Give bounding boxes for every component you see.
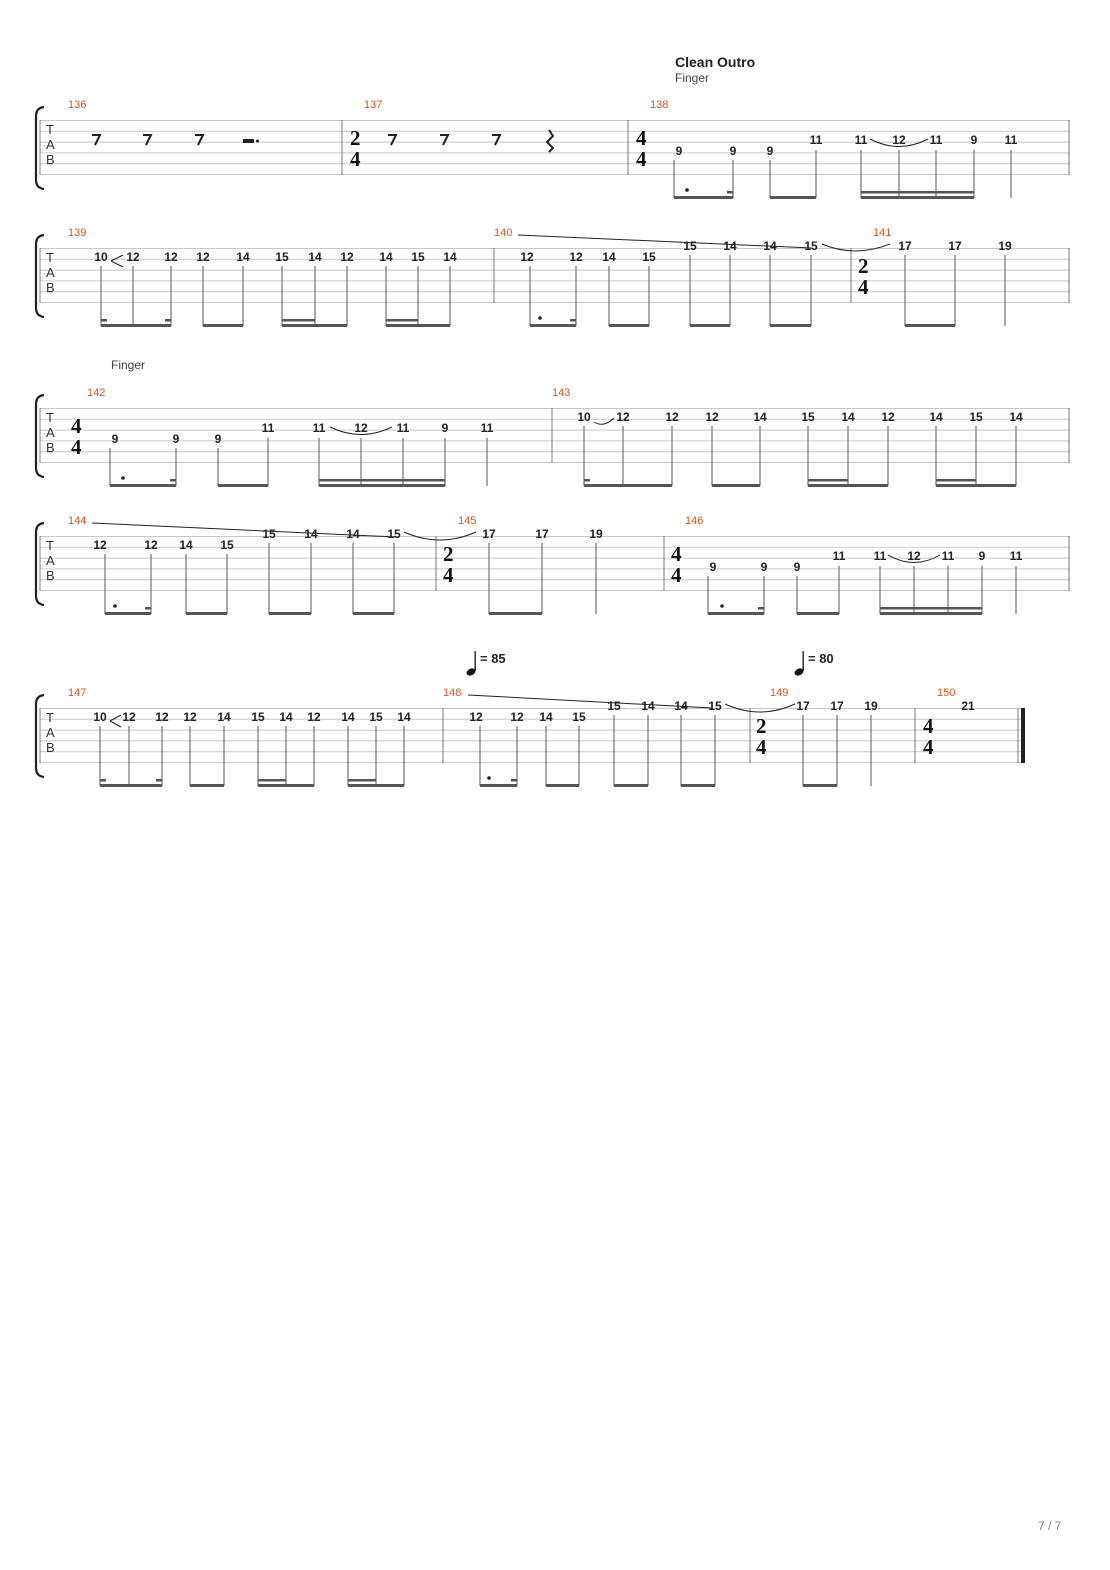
- fret-number: 14: [723, 239, 737, 253]
- fret-number: 14: [674, 699, 688, 713]
- time-sig-top: 4: [671, 542, 682, 566]
- tab-letter-t: T: [46, 710, 54, 725]
- fret-number: 15: [220, 538, 234, 552]
- fret-number: 15: [275, 250, 289, 264]
- time-sig-top: 2: [443, 542, 454, 566]
- fret-number: 9: [793, 560, 801, 574]
- quarter-note-icon: [466, 650, 480, 678]
- measure-number: 139: [68, 227, 87, 239]
- fret-number: 9: [111, 432, 119, 446]
- staff-lines: [40, 121, 1070, 175]
- section-title: Clean Outro: [675, 54, 756, 70]
- tab-letter-a: A: [46, 725, 55, 740]
- fret-number: 11: [480, 421, 494, 435]
- time-sig-bottom: 4: [443, 563, 454, 587]
- fret-number: 17: [948, 239, 962, 253]
- fret-number: 14: [763, 239, 777, 253]
- time-sig-top: 2: [756, 714, 767, 738]
- tab-letter-t: T: [46, 538, 54, 553]
- tab-letter-b: B: [46, 568, 55, 583]
- fret-number: 14: [602, 250, 616, 264]
- slide-mark: [110, 715, 121, 727]
- fret-number: 14: [379, 250, 393, 264]
- fret-number: 12: [354, 421, 368, 435]
- fret-number: 12: [510, 710, 524, 724]
- fret-number: 11: [854, 133, 868, 147]
- fret-number: 15: [607, 699, 621, 713]
- fret-number: 14: [179, 538, 193, 552]
- fret-number: 12: [520, 250, 534, 264]
- fret-number: 11: [1009, 549, 1023, 563]
- tab-system-2: [0, 218, 1110, 338]
- fret-number: 14: [641, 699, 655, 713]
- fret-number: 15: [708, 699, 722, 713]
- fret-number: 9: [441, 421, 449, 435]
- measure-number: 144: [68, 515, 87, 527]
- measure-number: 141: [873, 227, 892, 239]
- fret-number: 15: [251, 710, 265, 724]
- tab-system-1: [0, 90, 1110, 210]
- tab-letter-a: A: [46, 137, 55, 152]
- fret-number: 14: [308, 250, 322, 264]
- fret-number: 12: [616, 410, 630, 424]
- measure-number: 136: [68, 99, 87, 111]
- fret-number: 14: [841, 410, 855, 424]
- fret-number: 14: [929, 410, 943, 424]
- tab-system-5: [0, 678, 1110, 798]
- fret-number: 15: [387, 527, 401, 541]
- fret-number: 17: [796, 699, 810, 713]
- time-sig-bottom: 4: [923, 735, 934, 759]
- measure-number: 140: [494, 227, 513, 239]
- tab-letter-b: B: [46, 740, 55, 755]
- slide-mark: [111, 255, 123, 267]
- fret-number: 9: [729, 144, 737, 158]
- tab-system-4: [0, 506, 1110, 626]
- fret-number: 9: [214, 432, 222, 446]
- fret-number: 15: [262, 527, 276, 541]
- fret-number: 12: [122, 710, 136, 724]
- fret-number: 11: [809, 133, 823, 147]
- measure-number: 150: [937, 687, 956, 699]
- fret-number: 15: [804, 239, 818, 253]
- fret-number: 9: [709, 560, 717, 574]
- fret-number: 15: [642, 250, 656, 264]
- fret-number: 15: [369, 710, 383, 724]
- fret-number: 11: [941, 549, 955, 563]
- fret-number: 14: [346, 527, 360, 541]
- time-sig-top: 2: [858, 254, 869, 278]
- time-sig-bottom: 4: [350, 147, 361, 171]
- fret-number: 12: [144, 538, 158, 552]
- fret-number: 15: [801, 410, 815, 424]
- fret-number: 10: [577, 410, 591, 424]
- technique-label-2: Finger: [111, 358, 146, 372]
- fret-number: 9: [978, 549, 986, 563]
- fret-number: 11: [261, 421, 275, 435]
- fret-number: 14: [443, 250, 457, 264]
- fret-number: 19: [864, 699, 878, 713]
- measure-number: 137: [364, 99, 383, 111]
- time-sig-bottom: 4: [636, 147, 647, 171]
- time-sig-top: 2: [350, 126, 361, 150]
- page-number: 7 / 7: [1038, 1519, 1062, 1533]
- measure-number: 148: [443, 687, 462, 699]
- fret-number: 12: [196, 250, 210, 264]
- tempo-value: = 85: [480, 651, 506, 666]
- rests: [92, 130, 553, 152]
- fret-number: 15: [572, 710, 586, 724]
- time-sig-top: 4: [71, 414, 82, 438]
- fret-number: 12: [892, 133, 906, 147]
- fret-number: 17: [898, 239, 912, 253]
- fret-number: 14: [304, 527, 318, 541]
- fret-number: 12: [307, 710, 321, 724]
- fret-number: 12: [93, 538, 107, 552]
- fret-number: 17: [535, 527, 549, 541]
- fret-number: 15: [969, 410, 983, 424]
- fret-number: 11: [873, 549, 887, 563]
- fret-number: 14: [753, 410, 767, 424]
- fret-number: 11: [832, 549, 846, 563]
- time-sig-bottom: 4: [756, 735, 767, 759]
- tab-letter-a: A: [46, 265, 55, 280]
- fret-number: 12: [155, 710, 169, 724]
- fret-number: 12: [881, 410, 895, 424]
- fret-number: 19: [589, 527, 603, 541]
- final-barline: [1021, 708, 1025, 763]
- fret-number: 14: [236, 250, 250, 264]
- measure-number: 145: [458, 515, 477, 527]
- tab-letter-b: B: [46, 440, 55, 455]
- technique-label: Finger: [675, 71, 710, 85]
- fret-number: 9: [766, 144, 774, 158]
- fret-number: 14: [539, 710, 553, 724]
- tie: [822, 244, 890, 251]
- fret-number: 19: [998, 239, 1012, 253]
- tab-letter-b: B: [46, 152, 55, 167]
- tab-letter-a: A: [46, 553, 55, 568]
- measure-number: 147: [68, 687, 87, 699]
- fret-number: 14: [1009, 410, 1023, 424]
- fret-number: 12: [469, 710, 483, 724]
- fret-number: 11: [312, 421, 326, 435]
- tab-letter-a: A: [46, 425, 55, 440]
- tab-letter-t: T: [46, 122, 54, 137]
- quarter-note-icon: [794, 650, 808, 678]
- fret-number: 21: [961, 699, 975, 713]
- fret-number: 9: [172, 432, 180, 446]
- fret-number: 11: [396, 421, 410, 435]
- fret-number: 14: [279, 710, 293, 724]
- fret-number: 10: [93, 710, 107, 724]
- fret-number: 15: [411, 250, 425, 264]
- fret-number: 14: [217, 710, 231, 724]
- fret-number: 14: [397, 710, 411, 724]
- tempo-value: = 80: [808, 651, 834, 666]
- fret-number: 17: [482, 527, 496, 541]
- fret-number: 12: [705, 410, 719, 424]
- tab-letter-b: B: [46, 280, 55, 295]
- tab-system-3: [0, 378, 1110, 498]
- fret-number: 10: [94, 250, 108, 264]
- fret-number: 11: [1004, 133, 1018, 147]
- fret-number: 15: [683, 239, 697, 253]
- time-sig-top: 4: [636, 126, 647, 150]
- fret-number: 11: [929, 133, 943, 147]
- measure-number: 149: [770, 687, 789, 699]
- measure-number: 142: [87, 387, 106, 399]
- fret-number: 12: [665, 410, 679, 424]
- fret-number: 12: [164, 250, 178, 264]
- measure-number: 146: [685, 515, 704, 527]
- fret-number: 12: [569, 250, 583, 264]
- time-sig-bottom: 4: [858, 275, 869, 299]
- tab-letter-t: T: [46, 410, 54, 425]
- fret-number: 12: [340, 250, 354, 264]
- fret-number: 12: [907, 549, 921, 563]
- fret-number: 12: [126, 250, 140, 264]
- fret-number: 9: [760, 560, 768, 574]
- measure-number: 143: [552, 387, 571, 399]
- measure-number: 138: [650, 99, 669, 111]
- time-sig-bottom: 4: [71, 435, 82, 459]
- fret-number: 12: [183, 710, 197, 724]
- fret-number: 9: [970, 133, 978, 147]
- fret-number: 9: [675, 144, 683, 158]
- fret-number: 17: [830, 699, 844, 713]
- tab-letter-t: T: [46, 250, 54, 265]
- time-sig-top: 4: [923, 714, 934, 738]
- fret-number: 14: [341, 710, 355, 724]
- time-sig-bottom: 4: [671, 563, 682, 587]
